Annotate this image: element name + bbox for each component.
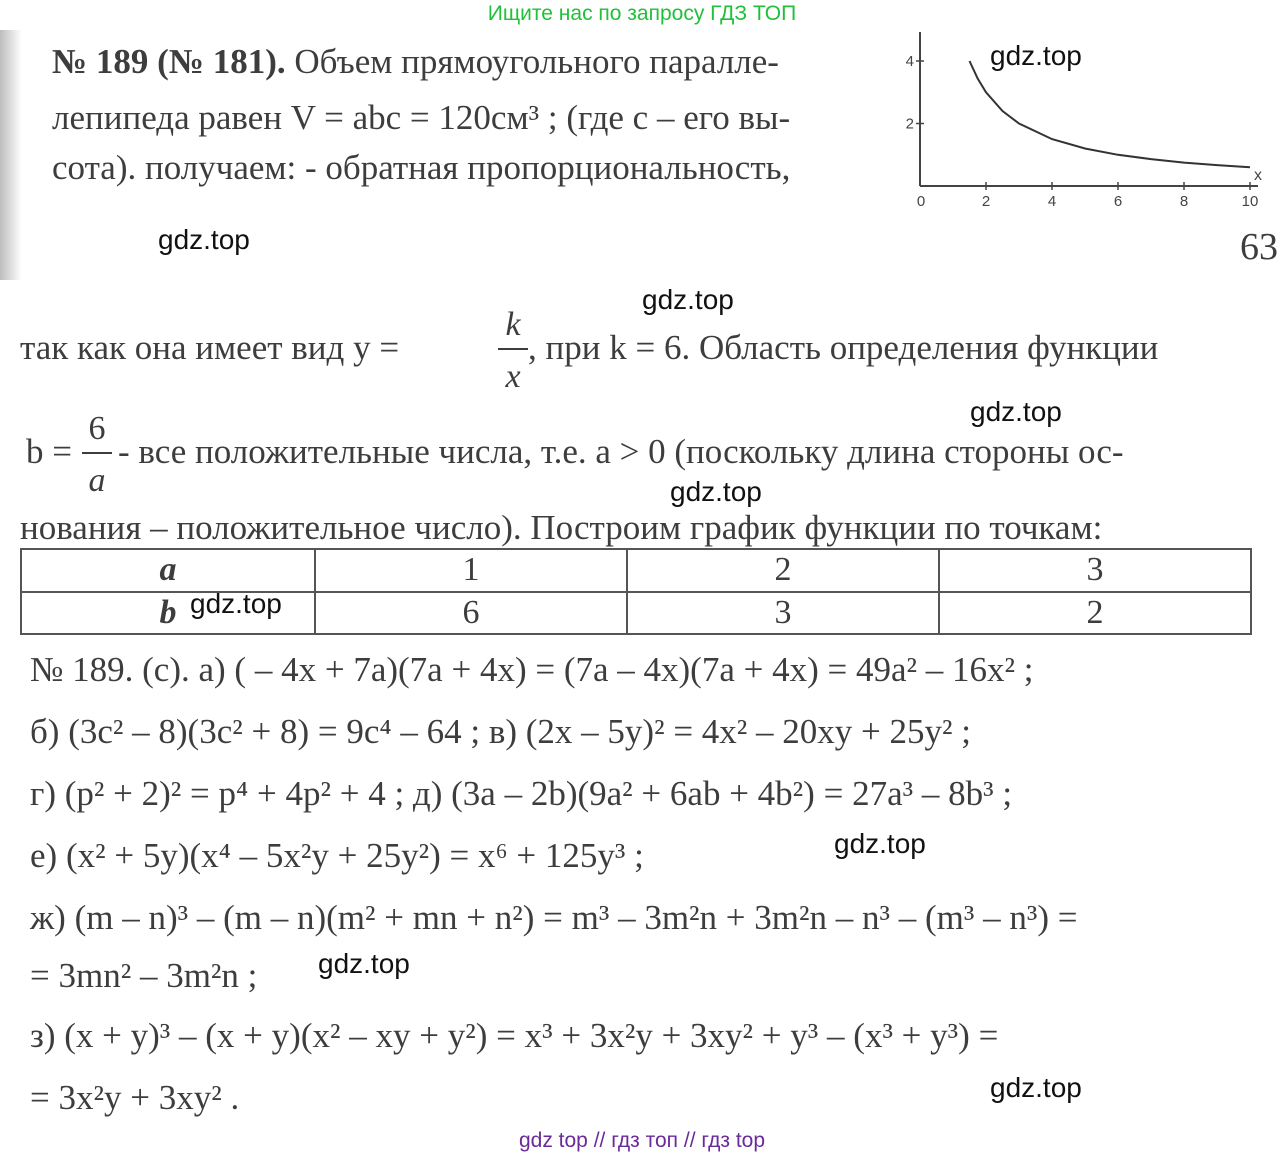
x-tick-label: 0 — [916, 193, 926, 210]
fraction-k-numerator: k — [505, 306, 521, 343]
page-number: 63 — [1240, 226, 1278, 268]
table-header-a: a — [21, 549, 315, 592]
problem-189c-line8: = 3x²y + 3xy² . — [30, 1078, 240, 1117]
hyperbola-graph — [905, 28, 1275, 218]
problem-189c-line3: г) (p² + 2)² = p⁴ + 4p² + 4 ; д) (3a – 2b)(9a² + 6ab + 4b²) = 27a³ – 8b³ ; — [30, 774, 1013, 813]
watermark: gdz.top — [642, 284, 734, 315]
footer-links[interactable]: gdz top // гдз топ // гдз top — [518, 1129, 766, 1152]
problem-189c-line4: е) (x² + 5y)(x⁴ – 5x²y + 25y²) = x⁶ + 125y³ ; — [30, 836, 644, 875]
x-tick-label: 8 — [1179, 193, 1189, 210]
problem-189-line1-text: Объем прямоугольного паралле- — [285, 42, 779, 81]
watermark: gdz.top — [990, 40, 1082, 71]
table-row-a — [21, 549, 1251, 592]
x-axis-label: x — [1254, 167, 1262, 184]
watermark: gdz.top — [670, 476, 762, 507]
page-edge-shadow — [0, 30, 22, 280]
table-cell: 6 — [315, 592, 627, 635]
fraction-k-bar — [498, 348, 528, 350]
problem-189-line3: сота). получаем: - обратная пропорциональность, — [52, 148, 791, 187]
problem-189c-line7: з) (x + y)³ – (x + y)(x² – xy + y²) = x³ + 3x²y + 3xy² + y³ – (x³ + y³) = — [30, 1016, 999, 1055]
problem-189-line2: лепипеда равен V = abc = 120см³ ; (где c – его вы- — [52, 98, 791, 137]
problem-189c-line5: ж) (m – n)³ – (m – n)(m² + mn + n²) = m³ – 3m²n + 3m²n – n³ – (m³ – n³) = — [30, 898, 1078, 937]
table-cell: 2 — [939, 592, 1251, 635]
problem-189-line1 — [52, 42, 779, 82]
watermark: gdz.top — [190, 588, 282, 619]
x-tick-label: 2 — [981, 193, 991, 210]
watermark: gdz.top — [990, 1072, 1082, 1103]
problem-189-line4-a: так как она имеет вид y = — [20, 328, 400, 367]
table-cell: 3 — [939, 549, 1251, 592]
x-tick-label: 10 — [1241, 193, 1259, 210]
problem-189c-line2: б) (3c² – 8)(3c² + 8) = 9c⁴ – 64 ; в) (2x – 5y)² = 4x² – 20xy + 25y² ; — [30, 712, 972, 751]
x-tick-label: 4 — [1047, 193, 1057, 210]
hyperbola-curve — [970, 61, 1251, 167]
watermark: gdz.top — [834, 828, 926, 859]
table-cell: 3 — [627, 592, 939, 635]
watermark: gdz.top — [318, 948, 410, 979]
problem-189-line4-b: , при k = 6. Область определения функции — [528, 328, 1159, 367]
y-tick-label: 4 — [905, 53, 914, 70]
fraction-b-bar — [82, 452, 112, 454]
problem-189-line6: нования – положительное число). Построим график функции по точкам: — [20, 508, 1103, 547]
problem-189-line5-b: b = — [26, 432, 72, 471]
problem-189-heading: № 189 (№ 181). — [52, 42, 286, 81]
table-cell: 1 — [315, 549, 627, 592]
fraction-k-denominator: x — [505, 358, 521, 395]
y-tick-label: 2 — [905, 115, 914, 133]
table-cell: 2 — [627, 549, 939, 592]
problem-189-line5-rest: - все положительные числа, т.е. a > 0 (поскольку длина стороны ос- — [118, 432, 1124, 471]
problem-189c-line1: № 189. (с). а) ( – 4x + 7a)(7a + 4x) = (7a – 4x)(7a + 4x) = 49a² – 16x² ; — [30, 650, 1034, 689]
fraction-b-denominator: a — [88, 462, 106, 499]
table-header-b: b — [21, 592, 315, 635]
watermark: gdz.top — [970, 396, 1062, 427]
problem-189c-line6: = 3mn² – 3m²n ; — [30, 956, 258, 995]
watermark: gdz.top — [158, 224, 250, 255]
top-banner[interactable]: Ищите нас по запросу ГДЗ ТОП — [487, 2, 797, 25]
x-tick-label: 6 — [1113, 193, 1123, 210]
fraction-b-numerator: 6 — [88, 410, 106, 447]
